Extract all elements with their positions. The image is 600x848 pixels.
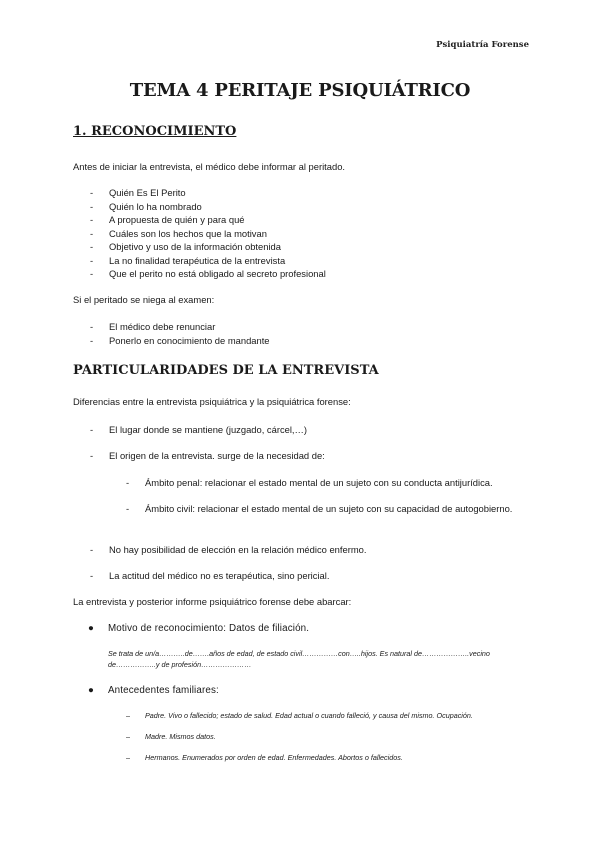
page-title: TEMA 4 PERITAJE PSIQUIÁTRICO xyxy=(129,80,471,101)
dash-marker: - xyxy=(90,200,94,212)
list-item-text: A propuesta de quién y para qué xyxy=(109,214,245,225)
dash-marker: - xyxy=(90,544,94,555)
dash-marker: - xyxy=(90,570,94,581)
list-item-text: Quién lo ha nombrado xyxy=(109,200,202,212)
section-heading-reconocimiento: 1. RECONOCIMIENTO xyxy=(73,124,237,139)
paragraph-refuse: Si el peritado se niega al examen: xyxy=(73,294,215,305)
dash-marker: - xyxy=(90,187,94,198)
dash-marker: - xyxy=(126,503,130,514)
sub-list-item-text: Ámbito penal: relacionar el estado mental de un sujeto con su conducta antijurídica. xyxy=(145,477,493,488)
dash-marker: - xyxy=(126,477,130,488)
list-item-text: El lugar donde se mantiene (juzgado, cárcel,…) xyxy=(109,424,308,435)
list-item-text: Cuáles son los hechos que la motivan xyxy=(109,227,267,239)
dash-marker: - xyxy=(90,321,94,332)
list-item-text: La actitud del médico no es terapéutica, sino pericial. xyxy=(109,570,330,581)
dash-marker: – xyxy=(126,711,130,720)
list-item-text: Objetivo y uso de la información obtenida xyxy=(109,241,281,252)
dash-marker: - xyxy=(90,241,94,252)
list-item-text: No hay posibilidad de elección en la relación médico enfermo. xyxy=(109,544,367,555)
dash-marker: - xyxy=(90,227,94,239)
filiacion-template: Se trata de un/a………..de…….años de edad, de estado civil……………con…..hijos. Es natural de………………..vecino de……………..y de profesión………………… xyxy=(108,649,490,669)
paragraph-intro: Antes de iniciar la entrevista, el médico debe informar al peritado. xyxy=(73,161,346,172)
dash-marker: – xyxy=(126,732,130,741)
paragraph-abarcar: La entrevista y posterior informe psiquiátrico forense debe abarcar: xyxy=(73,596,352,607)
list-item-text: El médico debe renunciar xyxy=(109,321,216,332)
list-item-text: Quién Es El Perito xyxy=(109,187,186,198)
running-header: Psiquiatría Forense xyxy=(436,40,529,50)
dash-marker: - xyxy=(90,450,94,461)
bullet-text: Motivo de reconocimiento: Datos de filiación. xyxy=(108,623,310,634)
bullet-icon: ● xyxy=(88,623,94,634)
list-item-text: El origen de la entrevista. surge de la necesidad de: xyxy=(109,450,325,461)
dash-marker: - xyxy=(90,254,94,266)
dash-marker: - xyxy=(90,334,94,346)
list-item-text: Ponerlo en conocimiento de mandante xyxy=(109,334,270,346)
dash-marker: – xyxy=(126,753,130,762)
sub-list-item-text: Ámbito civil: relacionar el estado mental de un sujeto con su capacidad de autogobierno. xyxy=(145,503,513,514)
bullet-icon: ● xyxy=(88,685,94,696)
list-item-text: La no finalidad terapéutica de la entrevista xyxy=(109,254,286,266)
family-item-text: Madre. Mismos datos. xyxy=(145,732,216,741)
dash-marker: - xyxy=(90,424,94,435)
dash-marker: - xyxy=(90,214,94,225)
section-heading-particularidades: PARTICULARIDADES DE LA ENTREVISTA xyxy=(73,363,379,378)
paragraph-differences: Diferencias entre la entrevista psiquiátrica y la psiquiátrica forense: xyxy=(73,396,351,407)
bullet-text: Antecedentes familiares: xyxy=(108,685,219,696)
family-item-text: Hermanos. Enumerados por orden de edad. Enfermedades. Abortos o fallecidos. xyxy=(145,753,403,762)
family-item-text: Padre. Vivo o fallecido; estado de salud. Edad actual o cuando falleció, y causa del mismo. Ocupación. xyxy=(145,711,473,720)
dash-marker: - xyxy=(90,268,94,279)
list-item-text: Que el perito no está obligado al secreto profesional xyxy=(109,268,326,279)
